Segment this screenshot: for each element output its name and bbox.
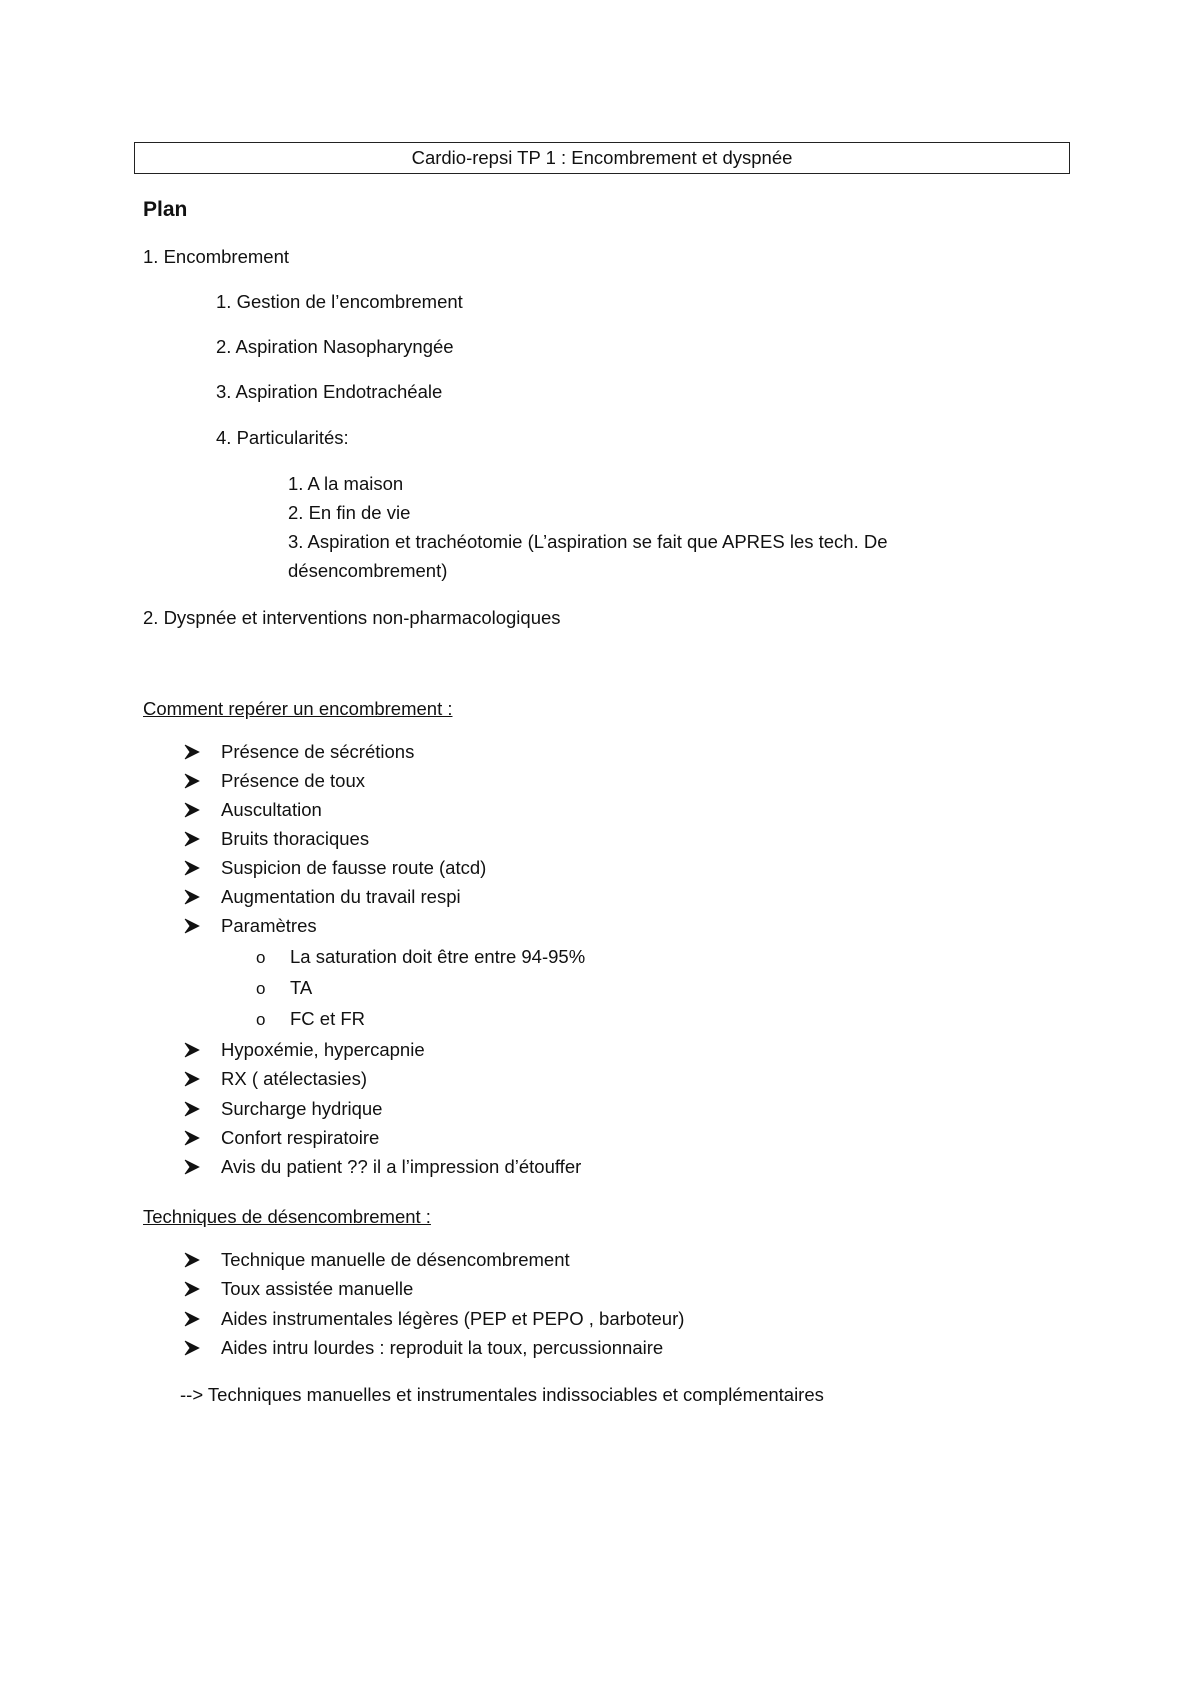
reperer-item: Présence de sécrétions — [221, 741, 415, 762]
reperer-item: Augmentation du travail respi — [221, 886, 461, 907]
plan-section-2: 2. Dyspnée et interventions non-pharmacologiques — [143, 607, 561, 628]
arrowhead-bullet-icon — [183, 1041, 201, 1059]
reperer-item: Auscultation — [221, 799, 322, 820]
arrowhead-bullet-icon — [183, 1129, 201, 1147]
reperer-item: Avis du patient ?? il a l’impression d’étouffer — [221, 1156, 582, 1177]
bullet-item — [183, 1310, 684, 1329]
bullet-item — [183, 772, 365, 791]
reperer-item: Hypoxémie, hypercapnie — [221, 1039, 425, 1060]
arrowhead-bullet-icon — [183, 917, 201, 935]
technique-item: Aides intru lourdes : reproduit la toux, percussionnaire — [221, 1337, 664, 1358]
sub-bullet-item — [256, 948, 585, 967]
circle-bullet-icon: o — [256, 1009, 266, 1029]
arrowhead-bullet-icon — [183, 888, 201, 906]
sub-bullet-item — [256, 1010, 365, 1029]
sub-bullet-text: FC et FR — [290, 1008, 366, 1029]
bullet-item — [183, 801, 322, 820]
arrowhead-bullet-icon — [183, 1100, 201, 1118]
sub-bullet-text: TA — [290, 977, 313, 998]
reperer-heading: Comment repérer un encombrement : — [143, 698, 453, 719]
plan-heading: Plan — [143, 198, 188, 221]
reperer-item: Suspicion de fausse route (atcd) — [221, 857, 487, 878]
plan-section-1: 1. Encombrement — [143, 246, 290, 267]
document-title: Cardio-repsi TP 1 : Encombrement et dyspnée — [134, 142, 1070, 174]
bullet-item — [183, 1339, 663, 1358]
reperer-item: Surcharge hydrique — [221, 1098, 383, 1119]
particularite-1: 1. A la maison — [288, 473, 404, 494]
circle-bullet-icon: o — [256, 947, 266, 967]
arrowhead-bullet-icon — [183, 772, 201, 790]
arrowhead-bullet-icon — [183, 1251, 201, 1269]
bullet-item — [183, 1158, 581, 1177]
plan-sub-item-1: 1. Gestion de l’encombrement — [216, 291, 463, 312]
reperer-item: Confort respiratoire — [221, 1127, 380, 1148]
technique-item: Technique manuelle de désencombrement — [221, 1249, 570, 1270]
plan-sub-item-3: 3. Aspiration Endotrachéale — [216, 381, 443, 402]
bullet-item — [183, 888, 461, 907]
arrowhead-bullet-icon — [183, 1339, 201, 1357]
sub-bullet-text: La saturation doit être entre 94-95% — [290, 946, 586, 967]
bullet-item — [183, 1129, 379, 1148]
arrowhead-bullet-icon — [183, 1158, 201, 1176]
techniques-heading: Techniques de désencombrement : — [143, 1206, 431, 1227]
reperer-item: Bruits thoraciques — [221, 828, 370, 849]
technique-item: Toux assistée manuelle — [221, 1278, 414, 1299]
bullet-item — [183, 1070, 367, 1089]
reperer-item: Présence de toux — [221, 770, 365, 791]
conclusion-text: --> Techniques manuelles et instrumentales indissociables et complémentaires — [180, 1384, 824, 1405]
sub-bullet-item — [256, 979, 312, 998]
arrowhead-bullet-icon — [183, 830, 201, 848]
arrowhead-bullet-icon — [183, 801, 201, 819]
circle-bullet-icon: o — [256, 978, 266, 998]
bullet-item — [183, 830, 369, 849]
particularite-3: 3. Aspiration et trachéotomie (L’aspiration se fait que APRES les tech. De — [288, 531, 888, 552]
bullet-item — [183, 859, 486, 878]
arrowhead-bullet-icon — [183, 859, 201, 877]
particularite-3-continued: désencombrement) — [288, 560, 448, 581]
reperer-item: Paramètres — [221, 915, 317, 936]
bullet-item — [183, 917, 317, 936]
bullet-item — [183, 1280, 413, 1299]
plan-sub-item-4: 4. Particularités: — [216, 427, 349, 448]
arrowhead-bullet-icon — [183, 1280, 201, 1298]
arrowhead-bullet-icon — [183, 1310, 201, 1328]
bullet-item — [183, 1041, 425, 1060]
bullet-item — [183, 743, 414, 762]
arrowhead-bullet-icon — [183, 1070, 201, 1088]
plan-sub-item-2: 2. Aspiration Nasopharyngée — [216, 336, 454, 357]
particularite-2: 2. En fin de vie — [288, 502, 411, 523]
bullet-item — [183, 1251, 570, 1270]
arrowhead-bullet-icon — [183, 743, 201, 761]
bullet-item — [183, 1100, 382, 1119]
technique-item: Aides instrumentales légères (PEP et PEPO , barboteur) — [221, 1308, 685, 1329]
reperer-item: RX ( atélectasies) — [221, 1068, 367, 1089]
